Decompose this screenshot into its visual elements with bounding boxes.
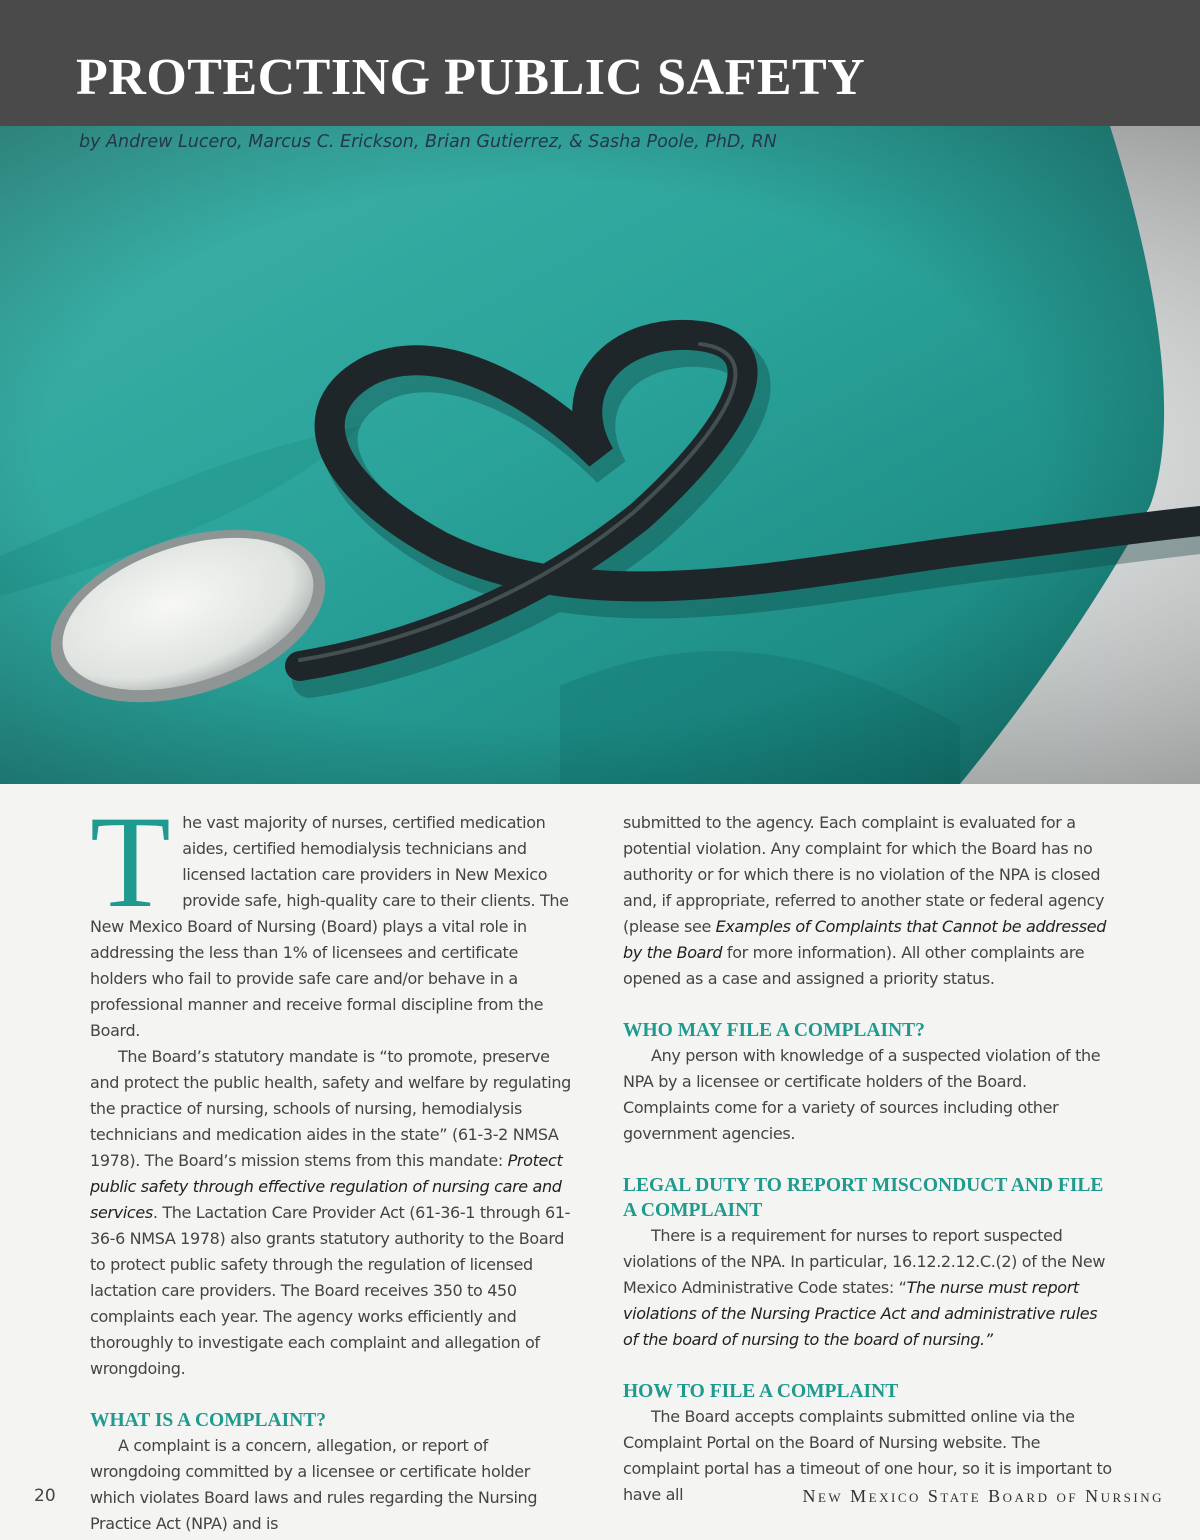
heading-how-to-file: HOW TO FILE A COMPLAINT [623,1381,899,1402]
heading-legal-duty: LEGAL DUTY TO REPORT MISCONDUCT AND FILE A COMPLAINT [623,1175,1104,1221]
intro-text: he vast majority of nurses, certified medication aides, certified hemodialysis technicians and licensed lactation care providers in New Mexico provide safe, high-quality care to their clients. The New Mexico Board of Nursing (Board) plays a vital role in addressing the less than 1% of licensees and certificate holders who fail to provide safe care and/or behave in a professional manner and receive formal discipline from the Board. [90,813,569,1040]
intro-paragraph [90,788,572,1044]
page-number: 20 [34,1486,56,1506]
mandate-paragraph: The Board’s statutory mandate is “to promote, preserve and protect the public health, safety and welfare by regulating the practice of nursing, schools of nursing, hemodialysis technicians and medication aides in the state” (61-3-2 NMSA 1978). The Board’s mission stems from this mandate: Protect public safety through effective regulation of nursing care and services. The Lactation Care Provider Act (61-36-1 through 61-36-6 NMSA 1978) also grants statutory authority to the Board to protect public safety through the regulation of licensed lactation care providers. The Board receives 350 to 450 complaints each year. The agency works efficiently and thoroughly to investigate each complaint and allegation of wrongdoing. [90,1047,571,1378]
heading-what-is-complaint: WHAT IS A COMPLAINT? [90,1410,327,1431]
footer-organization: New Mexico State Board of Nursing [802,1486,1164,1506]
complaint-continued-paragraph: submitted to the agency. Each complaint is evaluated for a potential violation. Any complaint for which the Board has no authority or for which there is no violation of the NPA is closed and, if appropriate, referred to another state or federal agency (please see Examples of Complaints that Cannot be addressed by the Board for more information). All other complaints are opened as a case and assigned a priority status. [623,813,1107,988]
byline: by Andrew Lucero, Marcus C. Erickson, Brian Gutierrez, & Sasha Poole, PhD, RN [79,132,777,152]
title-bar [0,0,1200,126]
who-may-file-paragraph: Any person with knowledge of a suspected violation of the NPA by a licensee or certificate holders of the Board. Complaints come for a variety of sources including other government agencies. [623,1046,1101,1143]
heading-who-may-file: WHO MAY FILE A COMPLAINT? [623,1020,925,1041]
article-column-left [90,788,572,1537]
page-title: PROTECTING PUBLIC SAFETY [76,49,866,106]
mission-statement: Protect public safety through effective regulation of nursing care and services [90,1151,563,1222]
legal-duty-quote: The nurse must report violations of the Nursing Practice Act and administrative rules of the board of nursing to the board of nursing.” [623,1278,1098,1349]
legal-duty-paragraph: There is a requirement for nurses to report suspected violations of the NPA. In particular, 16.12.2.12.C.(2) of the New Mexico Administrative Code states: “The nurse must report violations of the Nursing Practice Act and administrative rules of the board of nursing to the board of nursing.” [623,1226,1106,1349]
drop-cap: T [90,788,171,935]
complaint-paragraph: A complaint is a concern, allegation, or report of wrongdoing committed by a licensee or certificate holder which violates Board laws and rules regarding the Nursing Practice Act (NPA) and is [90,1436,538,1533]
complaint-examples-reference: Examples of Complaints that Cannot be addressed by the Board [623,917,1107,962]
article-column-right [623,810,1113,1508]
hero-image [0,126,1200,784]
heart-stethoscope-image [0,126,1200,784]
how-to-file-paragraph: The Board accepts complaints submitted online via the Complaint Portal on the Board of Nursing website. The complaint portal has a timeout of one hour, so it is important to have all [623,1407,1112,1504]
